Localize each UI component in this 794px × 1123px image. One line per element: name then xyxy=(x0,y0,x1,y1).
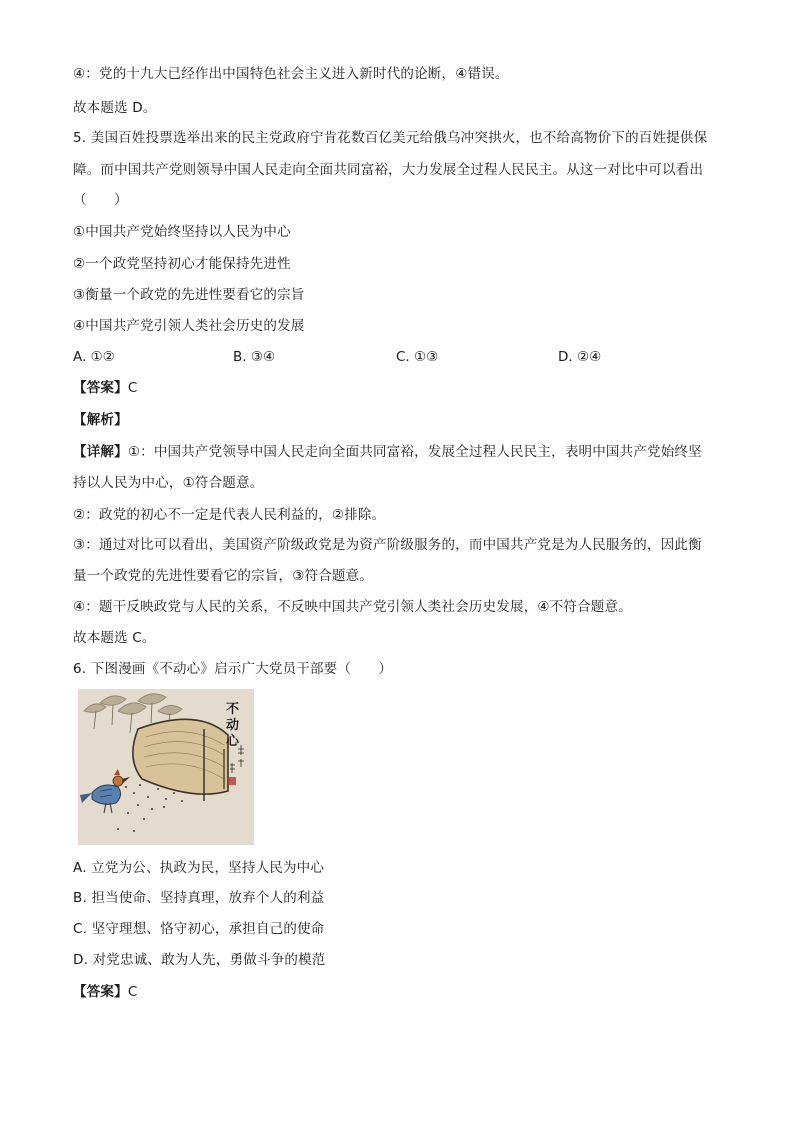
detail-line: ④：题干反映政党与人民的关系，不反映中国共产党引领人类社会历史发展，④不符合题意。 xyxy=(73,599,632,615)
option-d: D. 对党忠诚、敢为人先，勇做斗争的模范 xyxy=(73,952,326,968)
statement-item: ③衡量一个政党的先进性要看它的宗旨 xyxy=(73,287,305,303)
question-5-stem: 5. 美国百姓投票选举出来的民主党政府宁肯花数百亿美元给俄乌冲突拱火，也不给高物价下的百姓提供保 xyxy=(73,130,708,146)
question-5-stem: 障。而中国共产党则领导中国人民走向全面共同富裕，大力发展全过程人民民主。从这一对比中可以看出 xyxy=(73,162,704,178)
detail-line: 量一个政党的先进性要看它的宗旨，③符合题意。 xyxy=(73,568,374,584)
answer-value: C xyxy=(127,380,138,396)
cartoon-image xyxy=(78,689,254,845)
detail-line: ③：通过对比可以看出，美国资产阶级政党是为资产阶级服务的，而中国共产党是为人民服务的，因此衡 xyxy=(73,537,702,553)
option-d: D. ②④ xyxy=(558,349,602,365)
answer-line xyxy=(73,982,734,1002)
answer-paren: （ ） xyxy=(73,192,128,208)
detail-line: 持以人民为中心，①符合题意。 xyxy=(73,475,264,491)
text-line: ④：党的十九大已经作出中国特色社会主义进入新时代的论断，④错误。 xyxy=(73,66,509,82)
answer-tag: 【答案】 xyxy=(73,380,128,396)
cartoon-title: 不 动 心 xyxy=(226,702,240,749)
answer-tag: 【答案】 xyxy=(73,984,128,1000)
text-line: 故本题选 D。 xyxy=(73,100,157,116)
answer-line xyxy=(73,378,734,398)
question-6-stem: 6. 下图漫画《不动心》启示广大党员干部要（ ） xyxy=(73,661,393,677)
option-a: A. ①② xyxy=(73,349,115,365)
statement-item: ④中国共产党引领人类社会历史的发展 xyxy=(73,318,305,334)
detail-line xyxy=(73,442,734,462)
option-a: A. 立党为公、执政为民，坚持人民为中心 xyxy=(73,860,325,876)
detail-line: ②：政党的初心不一定是代表人民利益的，②排除。 xyxy=(73,507,386,523)
detail-text: ①：中国共产党领导中国人民走向全面共同富裕，发展全过程人民民主，表明中国共产党始终坚 xyxy=(127,444,702,460)
option-b: B. 担当使命、坚持真理，放弃个人的利益 xyxy=(73,890,325,906)
option-b: B. ③④ xyxy=(233,349,276,365)
analysis-heading xyxy=(73,410,734,430)
option-c: C. 坚守理想、恪守初心，承担自己的使命 xyxy=(73,921,325,937)
option-c: C. ①③ xyxy=(396,349,439,365)
detail-tag: 【详解】 xyxy=(73,444,128,460)
answer-value: C xyxy=(127,984,138,1000)
statement-item: ②一个政党坚持初心才能保持先进性 xyxy=(73,256,291,272)
analysis-tag: 【解析】 xyxy=(73,412,128,428)
statement-item: ①中国共产党始终坚持以人民为中心 xyxy=(73,224,291,240)
conclusion-line: 故本题选 C。 xyxy=(73,630,156,646)
